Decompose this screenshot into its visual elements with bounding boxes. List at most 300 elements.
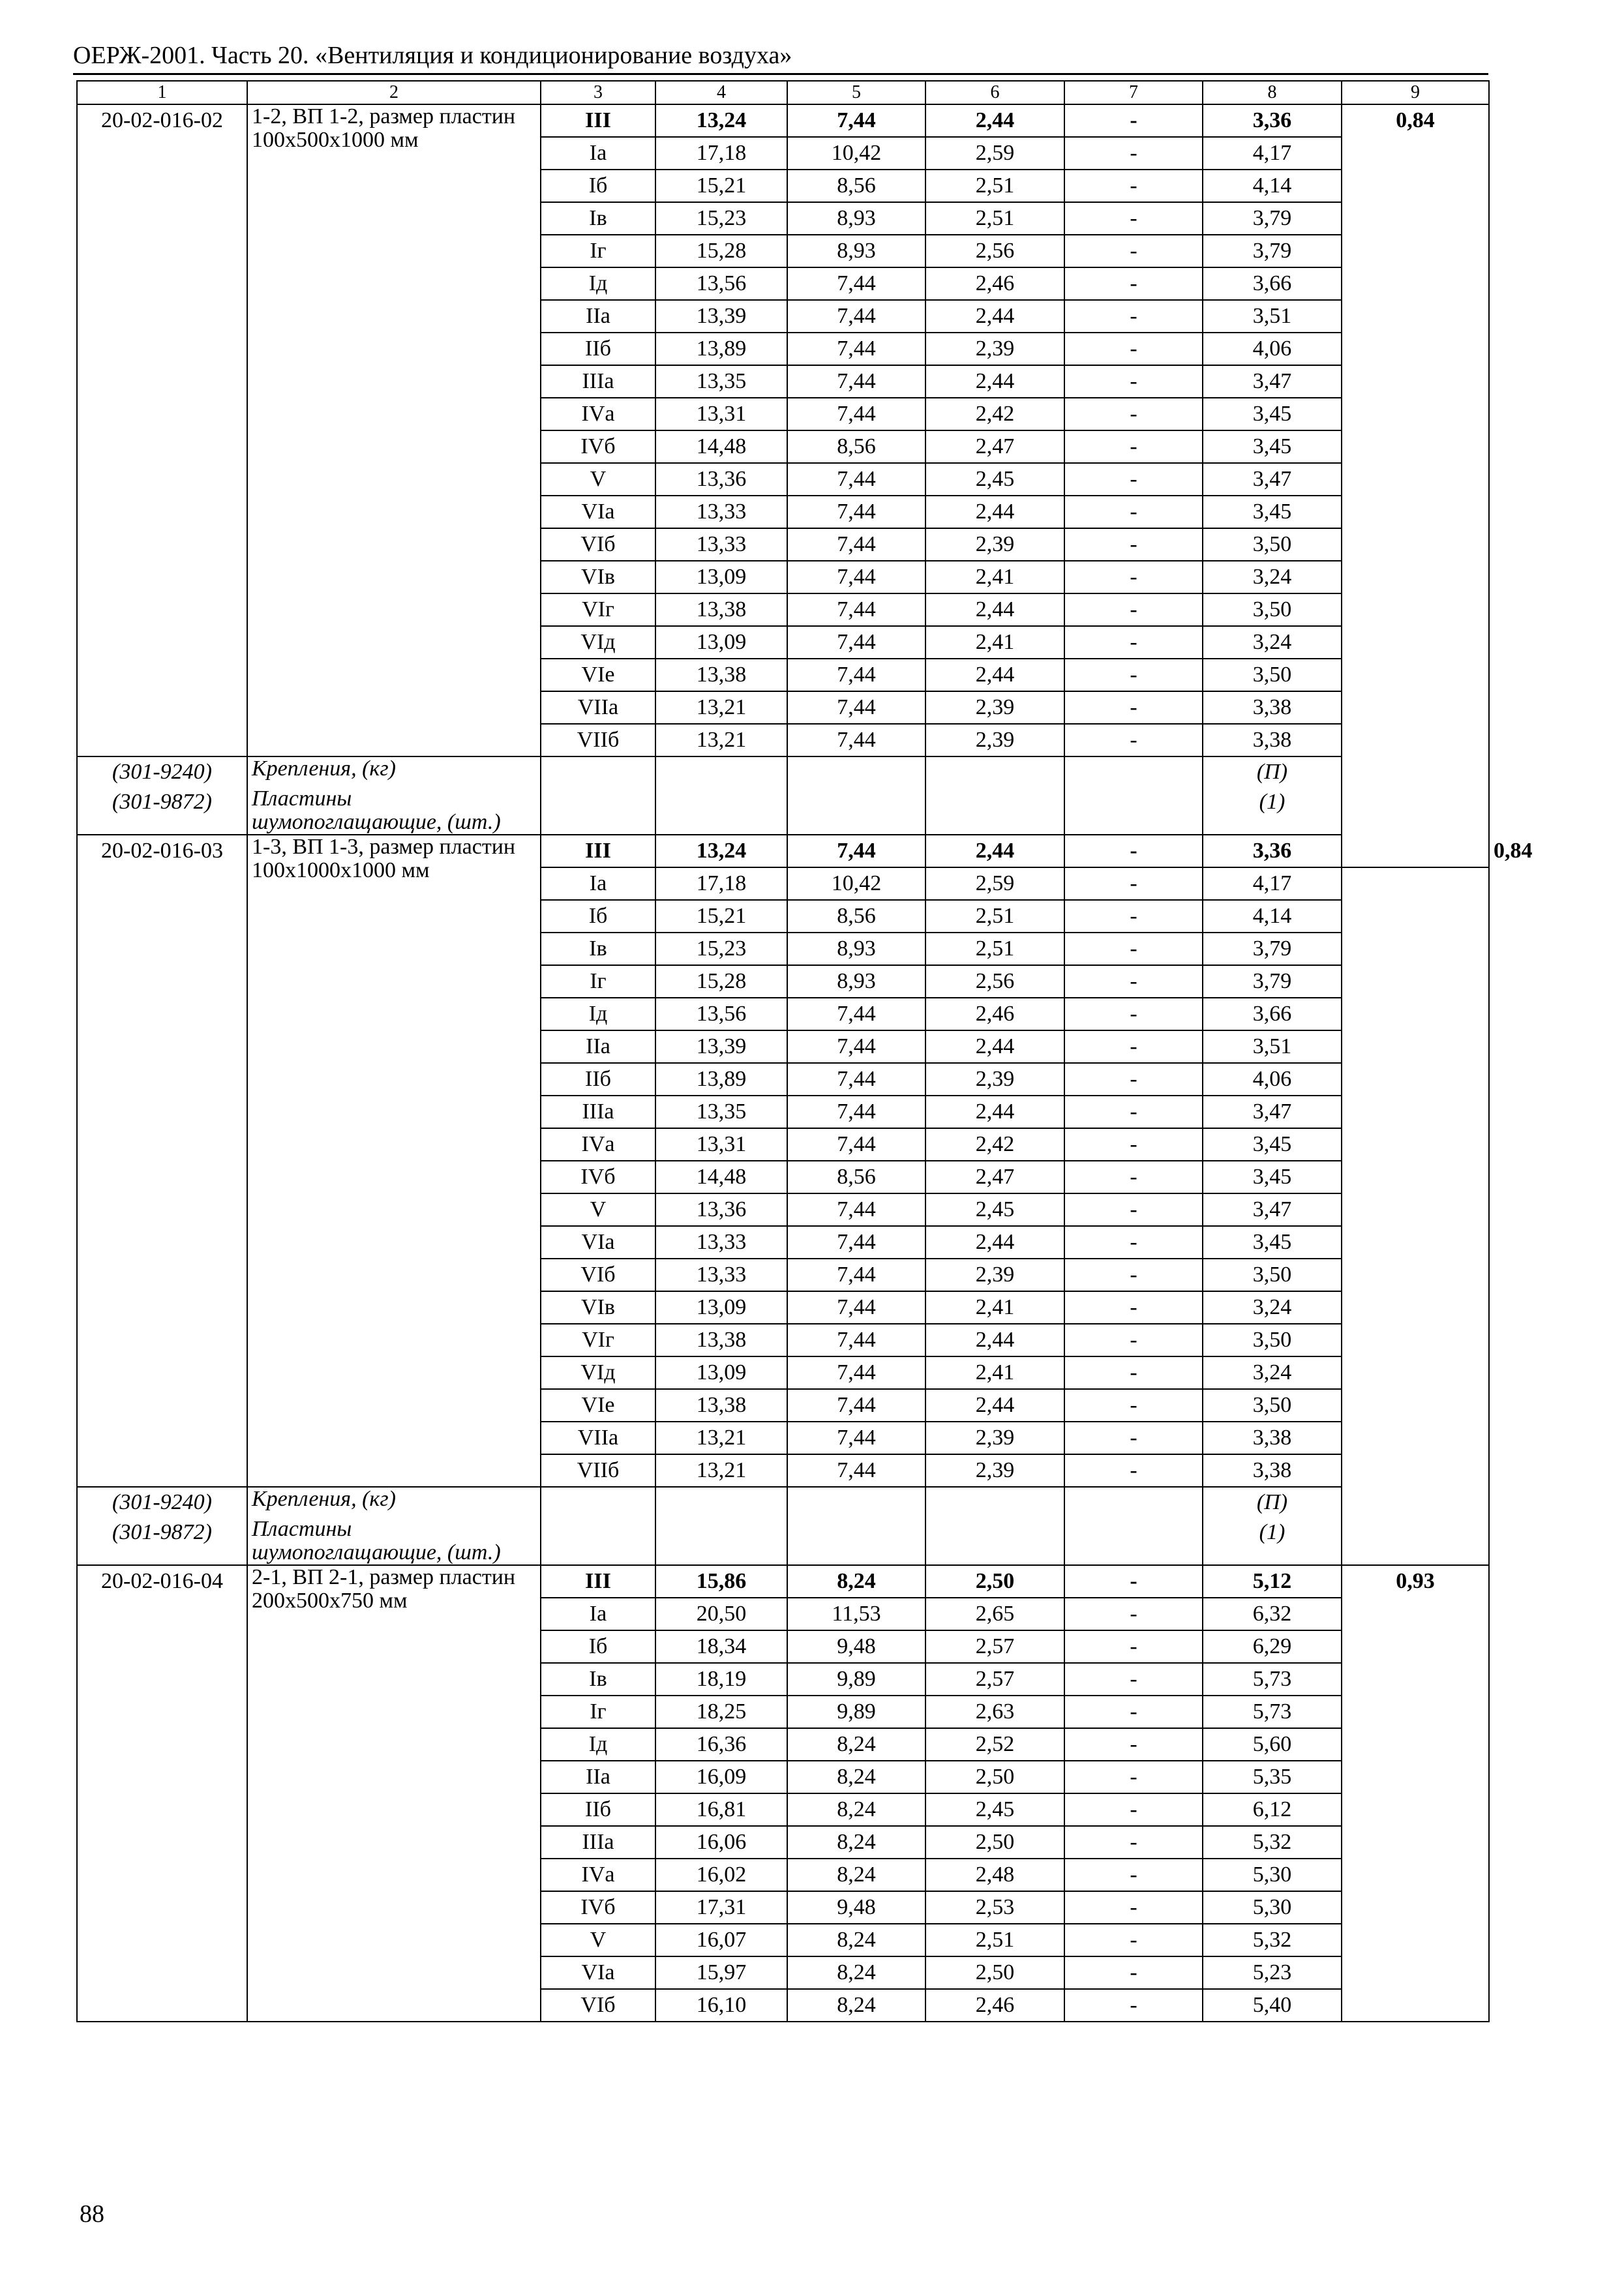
value-cell: 9,89	[787, 1696, 925, 1728]
value-cell: -	[1064, 1891, 1203, 1924]
zone-cell: VIа	[541, 1226, 655, 1259]
zone-cell: Iв	[541, 1663, 655, 1696]
zone-cell: Iг	[541, 235, 655, 267]
value-cell: 2,59	[925, 137, 1064, 170]
value-cell: 3,24	[1203, 1356, 1342, 1389]
value-cell: -	[1064, 1226, 1203, 1259]
zone-cell: VIд	[541, 626, 655, 659]
value-cell: 2,44	[925, 1389, 1064, 1422]
value-cell: 7,44	[787, 691, 925, 724]
zone-cell: Iб	[541, 900, 655, 933]
value-cell: 3,45	[1203, 1161, 1342, 1193]
value-cell: 5,73	[1203, 1696, 1342, 1728]
value-cell: 2,50	[925, 1956, 1064, 1989]
zone-cell: Iв	[541, 202, 655, 235]
value-cell: -	[1064, 691, 1203, 724]
value-cell: -	[1064, 137, 1203, 170]
value-cell: 13,56	[655, 998, 787, 1030]
value-cell: 2,47	[925, 1161, 1064, 1193]
value-cell: 2,51	[925, 1924, 1064, 1956]
rate-code: 20-02-016-02	[77, 104, 247, 756]
value-cell: 2,39	[925, 1454, 1064, 1487]
value-cell: -	[1064, 593, 1203, 626]
value-cell: 8,24	[787, 1859, 925, 1891]
value-cell: -	[1064, 528, 1203, 561]
value-cell: 3,66	[1203, 267, 1342, 300]
value-cell: -	[1064, 1956, 1203, 1989]
value-cell: 3,51	[1203, 300, 1342, 333]
value-cell: -	[1064, 867, 1203, 900]
value-cell: 5,30	[1203, 1859, 1342, 1891]
value-cell: -	[1064, 1161, 1203, 1193]
value-cell: 8,93	[787, 933, 925, 965]
value-cell: 8,93	[787, 965, 925, 998]
value-cell: -	[1064, 933, 1203, 965]
zone-cell: Iд	[541, 267, 655, 300]
value-cell: 8,56	[787, 430, 925, 463]
rate-code: 20-02-016-04	[77, 1565, 247, 2022]
value-cell: 2,51	[925, 900, 1064, 933]
value-cell: 3,38	[1203, 691, 1342, 724]
value-cell: 2,39	[925, 1063, 1064, 1096]
value-cell: 3,47	[1203, 463, 1342, 496]
zone-cell: Iб	[541, 1630, 655, 1663]
value-cell: 3,38	[1203, 1422, 1342, 1454]
value-cell: 2,48	[925, 1859, 1064, 1891]
value-cell: 2,44	[925, 496, 1064, 528]
rate-description: 1-3, ВП 1-3, размер пластин 100х1000х1000 мм	[247, 835, 541, 1487]
value-cell: 8,24	[787, 1956, 925, 1989]
value-cell: -	[1064, 1793, 1203, 1826]
value-cell: -	[1064, 1324, 1203, 1356]
value-cell: 7,44	[787, 333, 925, 365]
empty-cell	[787, 1487, 925, 1565]
value-cell: 3,36	[1203, 104, 1342, 137]
zone-cell: IIIа	[541, 1096, 655, 1128]
empty-cell	[655, 756, 787, 835]
value-cell: -	[1064, 1356, 1203, 1389]
zone-cell: IVа	[541, 398, 655, 430]
material-code: (301-9240)	[112, 760, 212, 784]
value-cell: 13,21	[655, 691, 787, 724]
empty-cell	[925, 756, 1064, 835]
value-cell: 10,42	[787, 137, 925, 170]
value-cell: 13,39	[655, 1030, 787, 1063]
value-cell: 3,50	[1203, 528, 1342, 561]
zone-cell: Iб	[541, 170, 655, 202]
coefficient-cell: 0,84	[1342, 104, 1489, 867]
value-cell: 20,50	[655, 1598, 787, 1630]
value-cell: 8,56	[787, 1161, 925, 1193]
value-cell: 2,44	[925, 300, 1064, 333]
empty-cell	[655, 1487, 787, 1565]
value-cell: 4,14	[1203, 170, 1342, 202]
zone-cell: III	[541, 104, 655, 137]
value-cell: 5,32	[1203, 1826, 1342, 1859]
zone-cell: V	[541, 463, 655, 496]
value-cell: 13,56	[655, 267, 787, 300]
material-names	[247, 756, 541, 835]
value-cell: 7,44	[787, 1356, 925, 1389]
value-cell: -	[1064, 1454, 1203, 1487]
material-quantity: (П)	[1256, 760, 1288, 784]
value-cell: -	[1064, 1598, 1203, 1630]
value-cell: 2,51	[925, 933, 1064, 965]
material-quantities	[1203, 756, 1342, 835]
value-cell: 2,52	[925, 1728, 1064, 1761]
value-cell: 16,02	[655, 1859, 787, 1891]
zone-cell: VIIа	[541, 1422, 655, 1454]
zone-cell: VIв	[541, 561, 655, 593]
empty-cell	[1064, 1487, 1203, 1565]
value-cell: 2,56	[925, 235, 1064, 267]
column-header: 4	[655, 81, 787, 104]
value-cell: 7,44	[787, 626, 925, 659]
value-cell: 13,33	[655, 528, 787, 561]
header-rule	[73, 73, 1488, 75]
zone-cell: IIIа	[541, 365, 655, 398]
value-cell: 9,48	[787, 1891, 925, 1924]
value-cell: -	[1064, 1193, 1203, 1226]
value-cell: 3,45	[1203, 1226, 1342, 1259]
value-cell: 7,44	[787, 561, 925, 593]
value-cell: 3,45	[1203, 398, 1342, 430]
value-cell: 13,21	[655, 724, 787, 756]
value-cell: 15,97	[655, 1956, 787, 1989]
value-cell: 6,12	[1203, 1793, 1342, 1826]
column-header: 1	[77, 81, 247, 104]
zone-cell: Iа	[541, 867, 655, 900]
table-row	[77, 104, 1489, 137]
value-cell: 2,59	[925, 867, 1064, 900]
value-cell: 8,24	[787, 1989, 925, 2022]
value-cell: 18,19	[655, 1663, 787, 1696]
value-cell: 2,44	[925, 593, 1064, 626]
value-cell: -	[1064, 496, 1203, 528]
value-cell: 2,57	[925, 1630, 1064, 1663]
material-quantities	[1203, 1487, 1342, 1565]
value-cell: 2,50	[925, 1826, 1064, 1859]
value-cell: 2,42	[925, 1128, 1064, 1161]
zone-cell: III	[541, 1565, 655, 1598]
value-cell: -	[1064, 1565, 1203, 1598]
value-cell: 18,34	[655, 1630, 787, 1663]
column-header: 3	[541, 81, 655, 104]
value-cell: -	[1064, 1728, 1203, 1761]
value-cell: 13,36	[655, 1193, 787, 1226]
value-cell: 4,06	[1203, 1063, 1342, 1096]
value-cell: 17,31	[655, 1891, 787, 1924]
value-cell: 5,12	[1203, 1565, 1342, 1598]
value-cell: 7,44	[787, 1128, 925, 1161]
value-cell: -	[1064, 1859, 1203, 1891]
value-cell: 3,50	[1203, 1324, 1342, 1356]
material-names	[247, 1487, 541, 1565]
value-cell: 3,45	[1203, 430, 1342, 463]
value-cell: -	[1064, 1989, 1203, 2022]
value-cell: 13,38	[655, 1324, 787, 1356]
value-cell: -	[1064, 1063, 1203, 1096]
rate-description: 1-2, ВП 1-2, размер пластин 100х500х1000 мм	[247, 104, 541, 756]
value-cell: 3,38	[1203, 724, 1342, 756]
value-cell: 2,50	[925, 1761, 1064, 1793]
zone-cell: VIIб	[541, 724, 655, 756]
value-cell: 13,33	[655, 1259, 787, 1291]
column-header: 5	[787, 81, 925, 104]
value-cell: 2,39	[925, 528, 1064, 561]
value-cell: 3,79	[1203, 202, 1342, 235]
value-cell: 7,44	[787, 1454, 925, 1487]
value-cell: 17,18	[655, 867, 787, 900]
material-quantity: (1)	[1259, 1520, 1286, 1544]
value-cell: 3,50	[1203, 1259, 1342, 1291]
value-cell: 2,65	[925, 1598, 1064, 1630]
zone-cell: IVа	[541, 1859, 655, 1891]
value-cell: -	[1064, 900, 1203, 933]
value-cell: -	[1064, 965, 1203, 998]
value-cell: 2,44	[925, 365, 1064, 398]
value-cell: 16,10	[655, 1989, 787, 2022]
zone-cell: VIг	[541, 593, 655, 626]
value-cell: 13,35	[655, 1096, 787, 1128]
value-cell: 3,47	[1203, 1193, 1342, 1226]
zone-cell: VIб	[541, 1989, 655, 2022]
value-cell: 2,46	[925, 998, 1064, 1030]
value-cell: 2,45	[925, 1793, 1064, 1826]
value-cell: 13,36	[655, 463, 787, 496]
column-header: 6	[925, 81, 1064, 104]
value-cell: 13,09	[655, 626, 787, 659]
zone-cell: VIIа	[541, 691, 655, 724]
value-cell: 3,50	[1203, 593, 1342, 626]
table-row	[77, 1565, 1489, 1598]
zone-cell: IIб	[541, 1793, 655, 1826]
value-cell: 9,48	[787, 1630, 925, 1663]
zone-cell: IIа	[541, 300, 655, 333]
value-cell: -	[1064, 235, 1203, 267]
value-cell: 2,44	[925, 835, 1064, 867]
value-cell: 2,44	[925, 104, 1064, 137]
value-cell: 13,31	[655, 1128, 787, 1161]
value-cell: 17,18	[655, 137, 787, 170]
value-cell: 7,44	[787, 1193, 925, 1226]
value-cell: 3,50	[1203, 1389, 1342, 1422]
value-cell: 5,73	[1203, 1663, 1342, 1696]
value-cell: 5,40	[1203, 1989, 1342, 2022]
material-name: Пластины шумопоглащающие, (шт.)	[252, 786, 501, 834]
value-cell: 13,09	[655, 1291, 787, 1324]
value-cell: 13,31	[655, 398, 787, 430]
zone-cell: Iв	[541, 933, 655, 965]
value-cell: 7,44	[787, 1324, 925, 1356]
value-cell: 4,17	[1203, 137, 1342, 170]
value-cell: 13,89	[655, 1063, 787, 1096]
value-cell: 11,53	[787, 1598, 925, 1630]
value-cell: -	[1064, 1259, 1203, 1291]
zone-cell: VIг	[541, 1324, 655, 1356]
empty-cell	[541, 1487, 655, 1565]
value-cell: 3,24	[1203, 561, 1342, 593]
value-cell: 15,28	[655, 235, 787, 267]
value-cell: 2,46	[925, 267, 1064, 300]
material-name: Пластины шумопоглащающие, (шт.)	[252, 1517, 501, 1564]
value-cell: -	[1064, 626, 1203, 659]
value-cell: 2,41	[925, 1356, 1064, 1389]
value-cell: 5,23	[1203, 1956, 1342, 1989]
value-cell: 13,39	[655, 300, 787, 333]
value-cell: 7,44	[787, 528, 925, 561]
value-cell: 7,44	[787, 1030, 925, 1063]
value-cell: 2,57	[925, 1663, 1064, 1696]
zone-cell: IVб	[541, 430, 655, 463]
material-code: (301-9240)	[112, 1490, 212, 1514]
material-quantity: (1)	[1259, 790, 1286, 814]
material-quantity: (П)	[1256, 1490, 1288, 1514]
zone-cell: III	[541, 835, 655, 867]
value-cell: 2,44	[925, 1030, 1064, 1063]
value-cell: 13,38	[655, 1389, 787, 1422]
value-cell: 9,89	[787, 1663, 925, 1696]
value-cell: -	[1064, 300, 1203, 333]
column-number-row	[77, 81, 1489, 104]
value-cell: 5,30	[1203, 1891, 1342, 1924]
column-header: 9	[1342, 81, 1489, 104]
value-cell: 7,44	[787, 463, 925, 496]
column-header: 8	[1203, 81, 1342, 104]
value-cell: 3,47	[1203, 365, 1342, 398]
value-cell: 4,17	[1203, 867, 1342, 900]
empty-cell	[925, 1487, 1064, 1565]
value-cell: 7,44	[787, 1422, 925, 1454]
value-cell: -	[1064, 463, 1203, 496]
empty-cell	[541, 756, 655, 835]
value-cell: -	[1064, 1030, 1203, 1063]
zone-cell: IIIа	[541, 1826, 655, 1859]
value-cell: 3,47	[1203, 1096, 1342, 1128]
value-cell: 15,28	[655, 965, 787, 998]
zone-cell: IIб	[541, 333, 655, 365]
value-cell: 8,93	[787, 202, 925, 235]
value-cell: -	[1064, 267, 1203, 300]
table-row: 20-02-016-03 1-3, ВП 1-3, размер пластин 100х1000х1000 мм III 13,24 7,44 2,44 - 3,36 0,84	[77, 835, 1489, 867]
value-cell: 2,39	[925, 691, 1064, 724]
value-cell: 4,14	[1203, 900, 1342, 933]
material-code: (301-9872)	[112, 790, 212, 814]
zone-cell: V	[541, 1924, 655, 1956]
value-cell: 18,25	[655, 1696, 787, 1728]
empty-cell	[1064, 756, 1203, 835]
value-cell: -	[1064, 998, 1203, 1030]
value-cell: 3,45	[1203, 1128, 1342, 1161]
value-cell: 16,06	[655, 1826, 787, 1859]
value-cell: -	[1064, 398, 1203, 430]
value-cell: -	[1064, 104, 1203, 137]
zone-cell: Iд	[541, 998, 655, 1030]
table-body	[77, 104, 1533, 2022]
value-cell: -	[1064, 561, 1203, 593]
value-cell: 15,23	[655, 202, 787, 235]
zone-cell: IVб	[541, 1161, 655, 1193]
value-cell: 16,36	[655, 1728, 787, 1761]
value-cell: 8,24	[787, 1924, 925, 1956]
value-cell: 5,35	[1203, 1761, 1342, 1793]
value-cell: 2,44	[925, 1324, 1064, 1356]
value-cell: 7,44	[787, 398, 925, 430]
value-cell: 8,93	[787, 235, 925, 267]
value-cell: -	[1064, 1422, 1203, 1454]
rate-description: 2-1, ВП 2-1, размер пластин 200х500х750 мм	[247, 1565, 541, 2022]
coefficient-cell: 0,93	[1342, 1565, 1489, 2022]
value-cell: 14,48	[655, 430, 787, 463]
value-cell: 2,46	[925, 1989, 1064, 2022]
value-cell: 15,86	[655, 1565, 787, 1598]
value-cell: 7,44	[787, 300, 925, 333]
value-cell: 3,79	[1203, 933, 1342, 965]
value-cell: 15,21	[655, 170, 787, 202]
column-header: 2	[247, 81, 541, 104]
value-cell: -	[1064, 1924, 1203, 1956]
value-cell: 7,44	[787, 1259, 925, 1291]
zone-cell: Iа	[541, 137, 655, 170]
value-cell: 2,44	[925, 1096, 1064, 1128]
value-cell: 3,66	[1203, 998, 1342, 1030]
zone-cell: Iг	[541, 1696, 655, 1728]
value-cell: 13,89	[655, 333, 787, 365]
value-cell: 2,44	[925, 659, 1064, 691]
value-cell: 13,38	[655, 659, 787, 691]
value-cell: 7,44	[787, 998, 925, 1030]
zone-cell: IVб	[541, 1891, 655, 1924]
value-cell: 2,42	[925, 398, 1064, 430]
value-cell: 15,23	[655, 933, 787, 965]
page-header: ОЕРЖ-2001. Часть 20. «Вентиляция и кондиционирование воздуха»	[73, 42, 792, 69]
value-cell: 3,36	[1203, 835, 1342, 867]
value-cell: 3,79	[1203, 965, 1342, 998]
value-cell: -	[1064, 659, 1203, 691]
zone-cell: VIIб	[541, 1454, 655, 1487]
value-cell: 3,50	[1203, 659, 1342, 691]
value-cell: 13,24	[655, 104, 787, 137]
value-cell: 3,38	[1203, 1454, 1342, 1487]
value-cell: -	[1064, 1663, 1203, 1696]
value-cell: 7,44	[787, 104, 925, 137]
value-cell: 3,24	[1203, 1291, 1342, 1324]
value-cell: 7,44	[787, 1226, 925, 1259]
value-cell: 15,21	[655, 900, 787, 933]
zone-cell: IIа	[541, 1761, 655, 1793]
value-cell: 2,39	[925, 1422, 1064, 1454]
value-cell: 4,06	[1203, 333, 1342, 365]
value-cell: 8,24	[787, 1793, 925, 1826]
zone-cell: IIб	[541, 1063, 655, 1096]
value-cell: 13,21	[655, 1422, 787, 1454]
value-cell: 7,44	[787, 365, 925, 398]
value-cell: -	[1064, 170, 1203, 202]
value-cell: 2,44	[925, 1226, 1064, 1259]
value-cell: -	[1064, 365, 1203, 398]
value-cell: 7,44	[787, 1291, 925, 1324]
value-cell: 7,44	[787, 1063, 925, 1096]
value-cell: 2,56	[925, 965, 1064, 998]
value-cell: 2,45	[925, 1193, 1064, 1226]
value-cell: -	[1064, 1696, 1203, 1728]
value-cell: 16,09	[655, 1761, 787, 1793]
value-cell: 2,41	[925, 561, 1064, 593]
value-cell: 3,45	[1203, 496, 1342, 528]
zone-cell: VIб	[541, 528, 655, 561]
materials-row	[77, 756, 1489, 835]
value-cell: 13,38	[655, 593, 787, 626]
